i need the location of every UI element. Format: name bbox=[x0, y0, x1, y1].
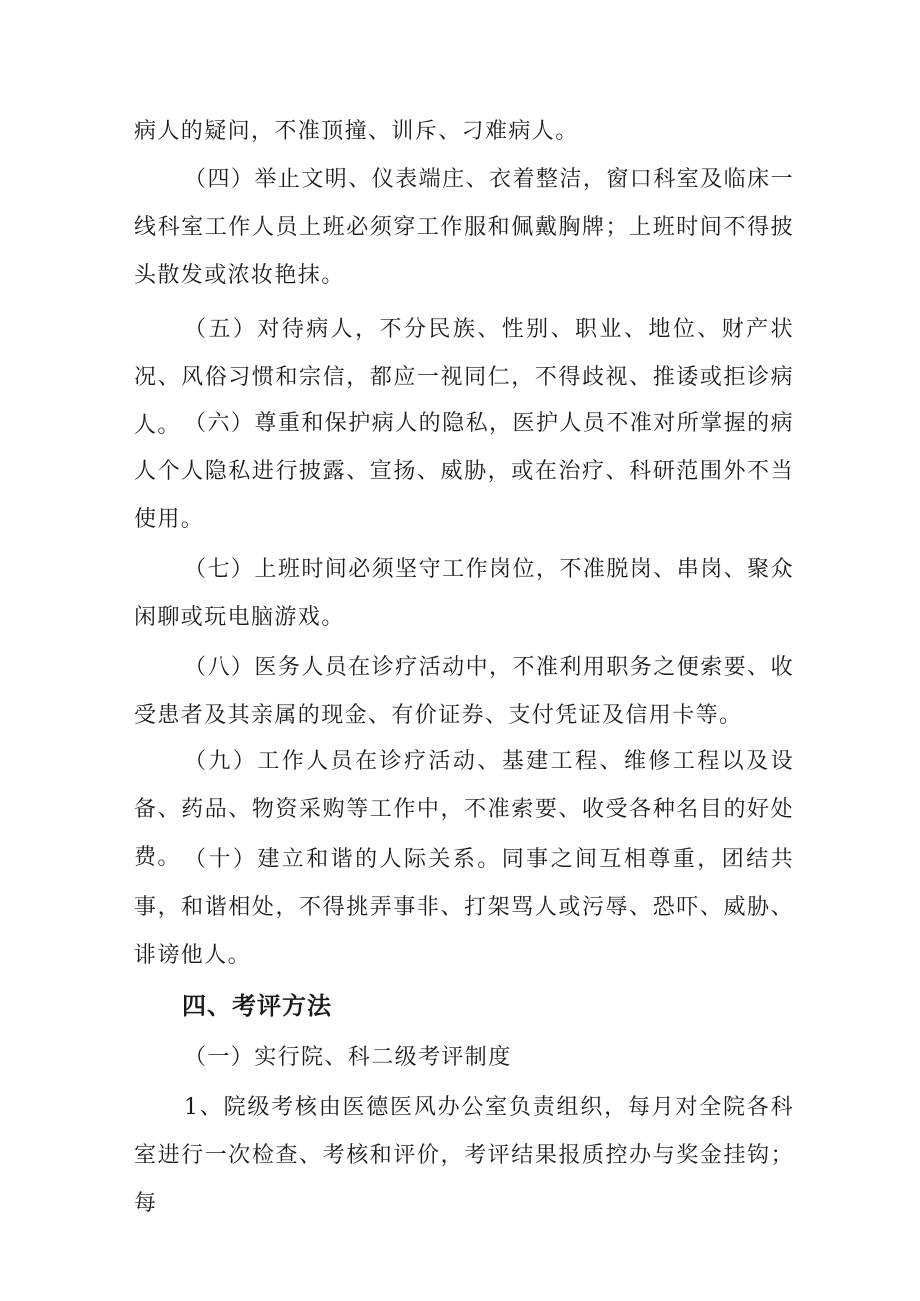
paragraph-item-7: （七）上班时间必须坚守工作岗位，不准脱岗、串岗、聚众闲聊或玩电脑游戏。 bbox=[134, 557, 794, 630]
paragraph-item-10: （十）建立和谐的人际关系。同事之间互相尊重，团结共事，和谐相处，不得挑弄事非、打架骂人或污辱、恐吓、威胁、诽谤他人。 bbox=[134, 847, 794, 968]
paragraph-item-6: （六）尊重和保护病人的隐私，医护人员不准对所掌握的病人个人隐私进行披露、宣扬、威胁，或在治疗、科研范围外不当使用。 bbox=[134, 411, 794, 532]
paragraph-continuation: 病人的疑问，不准顶撞、训斥、刁难病人。 bbox=[134, 119, 579, 144]
paragraph-item-4: （四）举止文明、仪表端庄、衣着整洁，窗口科室及临床一线科室工作人员上班必须穿工作服和佩戴胸牌；上班时间不得披头散发或浓妆艳抹。 bbox=[134, 167, 794, 288]
sub-heading: （一）实行院、科二级考评制度 bbox=[184, 1045, 512, 1070]
paragraph-item-5: （五）对待病人，不分民族、性别、职业、地位、财产状况、风俗习惯和宗信，都应一视同仁，不得歧视、推诿或拒诊病人。 bbox=[134, 317, 794, 438]
section-heading: 四、考评方法 bbox=[182, 992, 332, 1020]
paragraph-item-9: （九）工作人员在诊疗活动、基建工程、维修工程以及设备、药品、物资采购等工作中，不准索要、收受各种名目的好处费。 bbox=[134, 749, 794, 870]
paragraph-numbered-1: 1、院级考核由医德医风办公室负责组织，每月对全院各科室进行一次检查、考核和评价，考评结果报质控办与奖金挂钩；每 bbox=[134, 1095, 794, 1216]
paragraph-item-8: （八）医务人员在诊疗活动中，不准利用职务之便索要、收受患者及其亲属的现金、有价证券、支付凭证及信用卡等。 bbox=[134, 655, 794, 728]
